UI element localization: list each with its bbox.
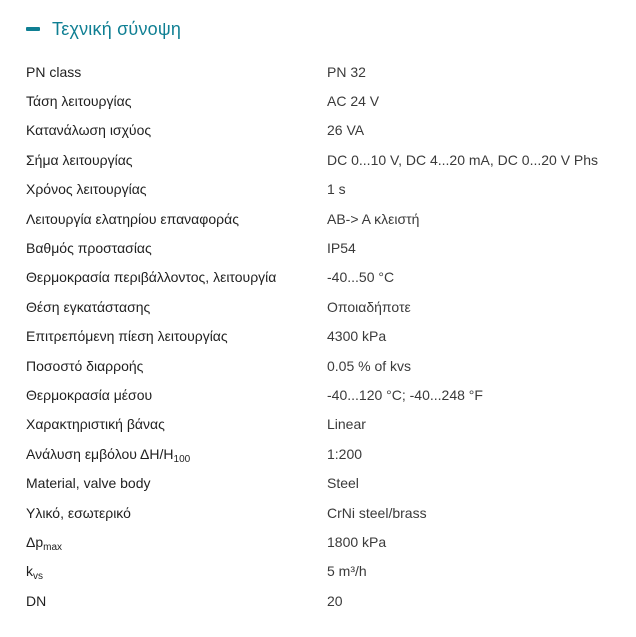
spec-label <box>26 533 327 553</box>
spec-label: Υλικό, εσωτερικό <box>26 504 131 521</box>
spec-value: DC 0...10 V, DC 4...20 mA, DC 0...20 V Phs <box>327 151 599 168</box>
spec-label: Επιτρεπόμενη πίεση λειτουργίας <box>26 328 228 345</box>
spec-label: Χαρακτηριστική βάνας <box>26 416 165 433</box>
spec-label: Κατανάλωση ισχύος <box>26 122 152 139</box>
spec-label-subscript: max <box>43 541 63 553</box>
spec-label: Material, valve body <box>26 475 151 492</box>
spec-value: IP54 <box>327 240 356 257</box>
spec-row-stroke-resolution <box>26 439 616 468</box>
spec-label-main: Ανάλυση εμβόλου ΔH/H <box>26 445 174 462</box>
spec-row-control-signal <box>26 145 616 174</box>
spec-value: 0.05 % of kvs <box>327 357 412 374</box>
spec-label <box>26 445 327 465</box>
spec-value: 5 m³/h <box>327 563 367 580</box>
spec-label-subscript: 100 <box>173 453 191 465</box>
spec-value: -40...50 °C <box>327 269 395 286</box>
spec-row-kvs <box>26 557 616 586</box>
spec-row-medium-temperature <box>26 380 616 409</box>
spec-value: 1800 kPa <box>327 533 387 550</box>
spec-value: Linear <box>327 416 366 433</box>
spec-value: 1 s <box>327 181 346 198</box>
spec-row-running-time <box>26 175 616 204</box>
spec-row-spring-return <box>26 204 616 233</box>
spec-value: 20 <box>327 592 343 609</box>
spec-label-main: Δp <box>26 533 44 550</box>
spec-value: 1:200 <box>327 445 363 462</box>
spec-row-dp-max <box>26 527 616 556</box>
spec-value: 26 VA <box>327 122 365 139</box>
spec-row-valve-characteristic <box>26 410 616 439</box>
spec-table <box>26 57 616 615</box>
spec-value: Steel <box>327 475 359 492</box>
spec-label: Θέση εγκατάστασης <box>26 298 151 315</box>
spec-label: DN <box>26 592 47 609</box>
spec-row-operating-pressure <box>26 322 616 351</box>
spec-value: AC 24 V <box>327 93 380 110</box>
spec-label: Λειτουργία ελατηρίου επαναφοράς <box>26 210 239 227</box>
section-title: Τεχνική σύνοψη <box>52 18 182 39</box>
spec-label: Χρόνος λειτουργίας <box>26 181 147 198</box>
spec-label: Ποσοστό διαρροής <box>26 357 144 374</box>
spec-row-operating-voltage <box>26 86 616 115</box>
spec-value: AB-> A κλειστή <box>327 210 420 227</box>
spec-label: Σήμα λειτουργίας <box>26 151 133 168</box>
spec-label-subscript: vs <box>33 571 43 583</box>
spec-row-internal-material <box>26 498 616 527</box>
spec-value: Οποιαδήποτε <box>327 298 411 315</box>
spec-label: Θερμοκρασία περιβάλλοντος, λειτουργία <box>26 269 277 286</box>
spec-row-leakage-rate <box>26 351 616 380</box>
spec-row-valve-body-material <box>26 468 616 497</box>
spec-value: PN 32 <box>327 63 366 80</box>
spec-value: CrNi steel/brass <box>327 504 427 521</box>
spec-row-dn <box>26 586 616 615</box>
spec-value: -40...120 °C; -40...248 °F <box>327 386 483 403</box>
collapse-minus-icon[interactable] <box>26 14 40 44</box>
spec-value: 4300 kPa <box>327 328 387 345</box>
spec-label <box>26 563 327 583</box>
spec-row-pn-class <box>26 57 616 86</box>
spec-label: Βαθμός προστασίας <box>26 240 152 257</box>
spec-row-protection-class <box>26 233 616 262</box>
spec-label-main: k <box>26 563 33 580</box>
spec-row-ambient-temperature <box>26 263 616 292</box>
spec-label: Θερμοκρασία μέσου <box>26 386 153 403</box>
spec-row-mounting-position <box>26 292 616 321</box>
spec-row-power-consumption <box>26 116 616 145</box>
spec-label: PN class <box>26 63 82 80</box>
technical-summary-toggle[interactable] <box>26 14 181 44</box>
spec-label: Τάση λειτουργίας <box>26 93 132 110</box>
